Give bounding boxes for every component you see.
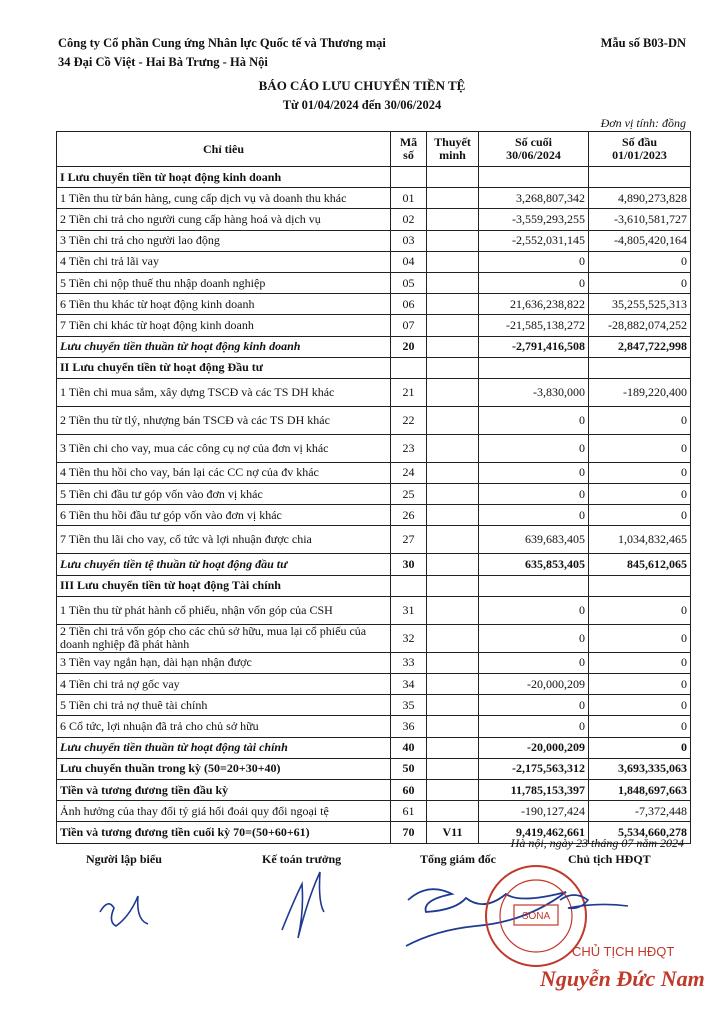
row-begin-value: -7,372,448 [589, 801, 691, 822]
row-code: 60 [391, 779, 427, 800]
row-note [427, 801, 479, 822]
row-code: 24 [391, 462, 427, 483]
row-code: 04 [391, 251, 427, 272]
row-begin-value: -4,805,420,164 [589, 230, 691, 251]
row-code: 02 [391, 209, 427, 230]
row-end-value: 9,419,462,661 [479, 822, 589, 843]
subtotal-row [57, 737, 691, 758]
preparer-title: Người lập biểu [86, 852, 162, 866]
row-begin-value: -189,220,400 [589, 378, 691, 406]
table-row [57, 251, 691, 272]
company-address: 34 Đại Cồ Việt - Hai Bà Trưng - Hà Nội [58, 55, 268, 69]
row-code: 06 [391, 294, 427, 315]
row-end-value: 0 [479, 462, 589, 483]
row-end-value: 0 [479, 505, 589, 526]
row-label: Ảnh hưởng của thay đổi tỷ giá hối đoái quy đổi ngoại tệ [57, 801, 391, 822]
row-label: 2 Tiền thu từ tlý, nhượng bán TSCĐ và các TS DH khác [57, 406, 391, 434]
row-note [427, 357, 479, 378]
row-label: Tiền và tương đương tiền đầu kỳ [57, 779, 391, 800]
section-row [57, 575, 691, 596]
row-label: 1 Tiền thu từ phát hành cổ phiếu, nhận vốn góp của CSH [57, 596, 391, 624]
signatures-area [0, 860, 724, 1024]
cash-flow-table [56, 131, 691, 844]
row-code [391, 357, 427, 378]
row-note [427, 462, 479, 483]
table-row [57, 188, 691, 209]
row-begin-value: 0 [589, 596, 691, 624]
row-code: 01 [391, 188, 427, 209]
row-code [391, 575, 427, 596]
row-end-value [479, 357, 589, 378]
row-begin-value: -28,882,074,252 [589, 315, 691, 336]
row-code: 20 [391, 336, 427, 357]
row-label: 3 Tiền chi trả cho người lao động [57, 230, 391, 251]
row-begin-value: 3,693,335,063 [589, 758, 691, 779]
row-begin-value: 0 [589, 272, 691, 293]
table-row [57, 652, 691, 673]
row-label: 3 Tiền chi cho vay, mua các công cụ nợ của đơn vị khác [57, 434, 391, 462]
subtotal-row [57, 336, 691, 357]
row-label: III Lưu chuyển tiền từ hoạt động Tài chính [57, 575, 391, 596]
row-end-value [479, 167, 589, 188]
row-note [427, 652, 479, 673]
row-end-value: 0 [479, 484, 589, 505]
table-row [57, 378, 691, 406]
row-end-value: 0 [479, 272, 589, 293]
row-end-value: 0 [479, 434, 589, 462]
row-code: 03 [391, 230, 427, 251]
row-label: 4 Tiền chi trả lãi vay [57, 251, 391, 272]
row-end-value: 0 [479, 596, 589, 624]
row-begin-value: 0 [589, 462, 691, 483]
row-begin-value: 0 [589, 716, 691, 737]
table-row [57, 674, 691, 695]
header-begin-balance [589, 132, 691, 167]
subtotal-row [57, 554, 691, 575]
row-note [427, 315, 479, 336]
row-label: 2 Tiền chi trả cho người cung cấp hàng hoá và dịch vụ [57, 209, 391, 230]
row-code: 26 [391, 505, 427, 526]
row-code: 33 [391, 652, 427, 673]
row-begin-value: 0 [589, 652, 691, 673]
row-begin-value: 0 [589, 737, 691, 758]
row-label: 4 Tiền thu hồi cho vay, bán lại các CC nợ của đv khác [57, 462, 391, 483]
row-begin-value: 845,612,065 [589, 554, 691, 575]
table-row [57, 406, 691, 434]
row-begin-value: 0 [589, 484, 691, 505]
row-label: 1 Tiền chi mua sắm, xây dựng TSCĐ và các TS DH khác [57, 378, 391, 406]
row-label: I Lưu chuyển tiền từ hoạt động kinh doanh [57, 167, 391, 188]
row-code: 34 [391, 674, 427, 695]
row-code: 50 [391, 758, 427, 779]
row-end-value: -3,559,293,255 [479, 209, 589, 230]
row-code: 27 [391, 526, 427, 554]
row-end-value: -3,830,000 [479, 378, 589, 406]
row-code: 31 [391, 596, 427, 624]
header-end-balance [479, 132, 589, 167]
row-note [427, 716, 479, 737]
row-label: 3 Tiền vay ngắn hạn, dài hạn nhận được [57, 652, 391, 673]
row-note [427, 779, 479, 800]
row-note [427, 406, 479, 434]
row-label: Lưu chuyển tiền thuần từ hoạt động tài chính [57, 737, 391, 758]
row-note [427, 695, 479, 716]
row-begin-value: 0 [589, 505, 691, 526]
row-end-value [479, 575, 589, 596]
row-end-value: -2,552,031,145 [479, 230, 589, 251]
row-begin-value: 2,847,722,998 [589, 336, 691, 357]
row-begin-value [589, 167, 691, 188]
row-end-value: 0 [479, 251, 589, 272]
row-end-value: 0 [479, 716, 589, 737]
row-code: 70 [391, 822, 427, 843]
row-begin-value: 0 [589, 251, 691, 272]
row-end-value: 639,683,405 [479, 526, 589, 554]
row-note [427, 484, 479, 505]
row-end-value: -21,585,138,272 [479, 315, 589, 336]
table-header-row [57, 132, 691, 167]
row-label: 2 Tiền chi trả vốn góp cho các chủ sở hữu, mua lại cổ phiếu của doanh nghiệp đã phát hành [57, 624, 391, 652]
row-note [427, 272, 479, 293]
row-label: Tiền và tương đương tiền cuối kỳ 70=(50+60+61) [57, 822, 391, 843]
company-seal [486, 866, 586, 966]
header-item: Chỉ tiêu [57, 132, 391, 167]
row-begin-value: 35,255,525,313 [589, 294, 691, 315]
row-label: 5 Tiền chi nộp thuế thu nhập doanh nghiệp [57, 272, 391, 293]
table-row [57, 505, 691, 526]
row-label: 6 Tiền thu khác từ hoạt động kinh doanh [57, 294, 391, 315]
company-name: Công ty Cổ phần Cung ứng Nhân lực Quốc tế và Thương mại [58, 36, 386, 50]
row-note [427, 596, 479, 624]
total-row [57, 758, 691, 779]
row-code: 30 [391, 554, 427, 575]
section-row [57, 357, 691, 378]
row-note [427, 505, 479, 526]
header-note: Thuyết minh [427, 132, 479, 167]
section-row [57, 167, 691, 188]
row-begin-value: 1,034,832,465 [589, 526, 691, 554]
table-row [57, 484, 691, 505]
row-begin-value: 0 [589, 434, 691, 462]
row-note [427, 167, 479, 188]
row-note [427, 209, 479, 230]
table-row [57, 272, 691, 293]
row-note [427, 575, 479, 596]
header-code: Mã số [391, 132, 427, 167]
table-row [57, 294, 691, 315]
row-label: 4 Tiền chi trả nợ gốc vay [57, 674, 391, 695]
table-row [57, 526, 691, 554]
row-end-value: -2,791,416,508 [479, 336, 589, 357]
row-note [427, 434, 479, 462]
row-code: 35 [391, 695, 427, 716]
row-label: 5 Tiền chi đầu tư góp vốn vào đơn vị khác [57, 484, 391, 505]
table-row [57, 209, 691, 230]
form-code: Mẫu số B03-DN [600, 36, 686, 50]
row-end-value: -20,000,209 [479, 674, 589, 695]
header-end-line1: Số cuối [514, 135, 552, 149]
row-label: 7 Tiền thu lãi cho vay, cổ tức và lợi nhuận được chia [57, 526, 391, 554]
row-note [427, 251, 479, 272]
row-label: Lưu chuyển tiền tệ thuần từ hoạt động đầu tư [57, 554, 391, 575]
row-note [427, 526, 479, 554]
row-note [427, 188, 479, 209]
row-note [427, 737, 479, 758]
row-label: 1 Tiền thu từ bán hàng, cung cấp dịch vụ và doanh thu khác [57, 188, 391, 209]
row-label: Lưu chuyển thuần trong kỳ (50=20+30+40) [57, 758, 391, 779]
row-end-value: 11,785,153,397 [479, 779, 589, 800]
row-label: Lưu chuyển tiền thuần từ hoạt động kinh doanh [57, 336, 391, 357]
row-end-value: -20,000,209 [479, 737, 589, 758]
report-period: Từ 01/04/2024 đến 30/06/2024 [282, 98, 442, 112]
chairman-stamp-role: CHỦ TỊCH HĐQT [572, 944, 675, 959]
header-begin-line1: Số đầu [621, 135, 658, 149]
row-end-value: -190,127,424 [479, 801, 589, 822]
row-note [427, 624, 479, 652]
table-row [57, 801, 691, 822]
row-begin-value: 0 [589, 624, 691, 652]
row-begin-value [589, 575, 691, 596]
row-end-value: 0 [479, 406, 589, 434]
row-begin-value: 4,890,273,828 [589, 188, 691, 209]
row-end-value: 0 [479, 695, 589, 716]
row-note [427, 230, 479, 251]
row-code: 05 [391, 272, 427, 293]
table-row [57, 695, 691, 716]
row-label: II Lưu chuyển tiền từ hoạt động Đầu tư [57, 357, 391, 378]
table-row [57, 462, 691, 483]
row-code: 21 [391, 378, 427, 406]
row-code [391, 167, 427, 188]
total-row [57, 779, 691, 800]
director-title: Tổng giám đốc [420, 852, 497, 866]
row-end-value: -2,175,563,312 [479, 758, 589, 779]
report-date: Hà nội, ngày 23 tháng 07 năm 2024 [510, 836, 684, 850]
row-begin-value: 5,534,660,278 [589, 822, 691, 843]
row-begin-value: 1,848,697,663 [589, 779, 691, 800]
table-body [57, 167, 691, 844]
row-code: 25 [391, 484, 427, 505]
row-code: 23 [391, 434, 427, 462]
preparer-signature [100, 896, 148, 926]
table-row [57, 230, 691, 251]
row-end-value: 3,268,807,342 [479, 188, 589, 209]
row-code: 36 [391, 716, 427, 737]
header-begin-line2: 01/01/2023 [612, 148, 667, 162]
row-note: V11 [427, 822, 479, 843]
accountant-title: Kế toán trưởng [262, 852, 342, 866]
table-row [57, 624, 691, 652]
table-row [57, 315, 691, 336]
row-begin-value: 0 [589, 695, 691, 716]
row-note [427, 378, 479, 406]
row-note [427, 554, 479, 575]
accountant-signature [282, 872, 324, 938]
row-label: 5 Tiền chi trả nợ thuê tài chính [57, 695, 391, 716]
header-end-line2: 30/06/2024 [506, 148, 561, 162]
row-end-value: 635,853,405 [479, 554, 589, 575]
row-label: 6 Tiền thu hồi đầu tư góp vốn vào đơn vị khác [57, 505, 391, 526]
chairman-stamp-name: Nguyễn Đức Nam [540, 966, 705, 991]
svg-text:SONA: SONA [521, 911, 551, 922]
row-note [427, 336, 479, 357]
row-note [427, 674, 479, 695]
row-note [427, 294, 479, 315]
row-label: 6 Cổ tức, lợi nhuận đã trả cho chủ sở hữu [57, 716, 391, 737]
row-code: 61 [391, 801, 427, 822]
table-row [57, 716, 691, 737]
row-end-value: 0 [479, 652, 589, 673]
table-row [57, 434, 691, 462]
row-end-value: 0 [479, 624, 589, 652]
row-begin-value [589, 357, 691, 378]
row-code: 32 [391, 624, 427, 652]
row-begin-value: 0 [589, 406, 691, 434]
row-begin-value: 0 [589, 674, 691, 695]
row-begin-value: -3,610,581,727 [589, 209, 691, 230]
row-code: 22 [391, 406, 427, 434]
row-note [427, 758, 479, 779]
row-code: 40 [391, 737, 427, 758]
chairman-title: Chủ tịch HĐQT [568, 852, 651, 866]
table-row [57, 596, 691, 624]
report-title: BÁO CÁO LƯU CHUYỂN TIỀN TỆ [258, 78, 466, 93]
currency-unit: Đơn vị tính: đồng [600, 116, 686, 130]
row-end-value: 21,636,238,822 [479, 294, 589, 315]
row-code: 07 [391, 315, 427, 336]
row-label: 7 Tiền chi khác từ hoạt động kinh doanh [57, 315, 391, 336]
